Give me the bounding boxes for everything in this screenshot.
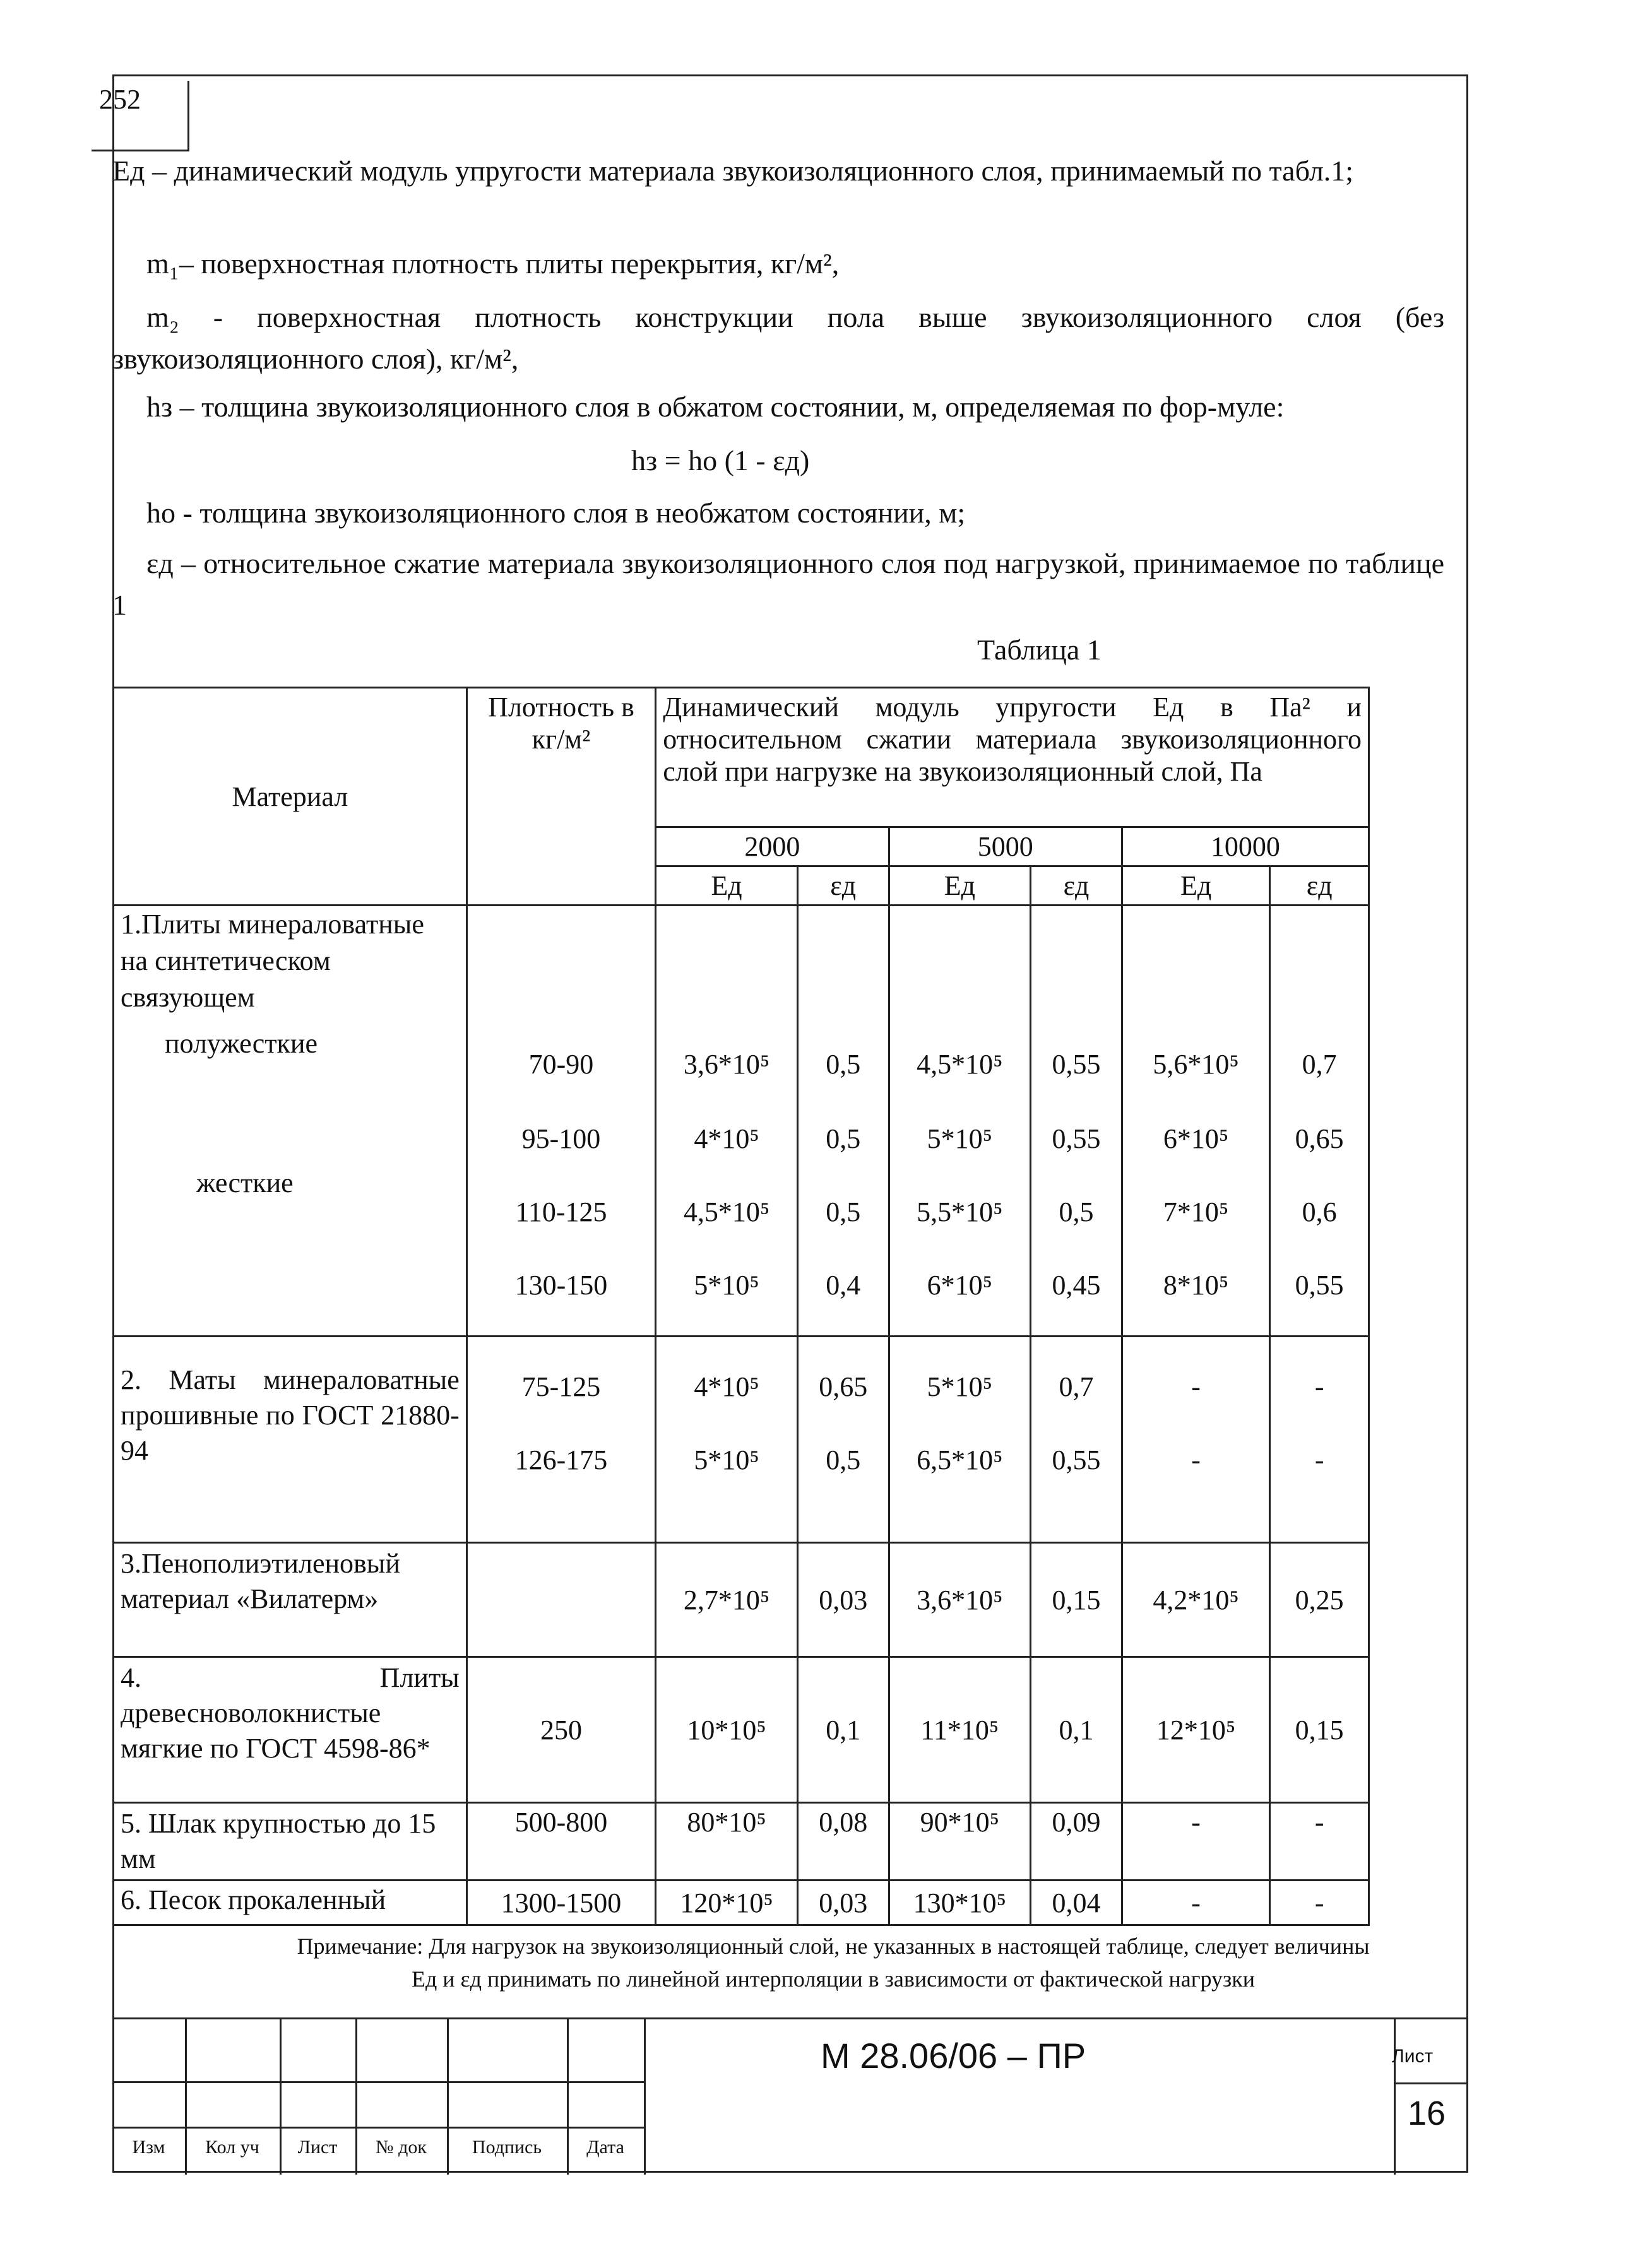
cell: 130*10⁵ xyxy=(889,1881,1031,1925)
header-load-10000: 10000 xyxy=(1122,827,1369,866)
cell: 0,55 xyxy=(1052,1048,1101,1080)
cell: 11*10⁵ xyxy=(889,1657,1031,1803)
definition-h3: hз – толщина звукоизоляционного слоя в обжатом состоянии, м, определяемая по фор-муле: xyxy=(146,391,1285,423)
header-e: Ед xyxy=(889,866,1031,906)
cell: 0,65 xyxy=(819,1371,868,1402)
cell: 0,55 xyxy=(1052,1444,1101,1475)
stamp-label: Дата xyxy=(586,2137,624,2158)
cell: 250 xyxy=(466,1657,655,1803)
cell: 0,45 xyxy=(1052,1269,1101,1301)
stamp-label: Подпись xyxy=(472,2137,542,2158)
cell: 4*10⁵ xyxy=(694,1123,759,1154)
header-dynamic: Динамический модуль упругости Ед в Па² и относительном сжатии материала звукоизоляционного слой при нагрузке на звукоизоляционный слой, Па xyxy=(656,688,1369,827)
group4-title: 4. Плиты древесноволокнистые мягкие по ГОСТ 4598-86* xyxy=(114,1657,467,1803)
cell: - xyxy=(1270,1881,1369,1925)
cell: - xyxy=(1191,1371,1201,1402)
cell: 0,5 xyxy=(826,1196,861,1227)
cell: 0,5 xyxy=(826,1123,861,1154)
cell: 0,03 xyxy=(797,1881,889,1925)
cell: - xyxy=(1122,1881,1269,1925)
cell: - xyxy=(1270,1803,1369,1881)
group1-sub1: полужесткие xyxy=(165,1028,318,1059)
note-line-2: Ед и εд принимать по линейной интерполяции в зависимости от фактической нагрузки xyxy=(411,1966,1256,1992)
cell: 75-125 xyxy=(521,1371,601,1402)
definition-h0: hо - толщина звукоизоляционного слоя в необжатом состоянии, м; xyxy=(146,497,966,529)
cell: 80*10⁵ xyxy=(656,1803,798,1881)
group2-title: 2. Маты минераловатные прошивные по ГОСТ 21880-94 xyxy=(114,1337,467,1543)
properties-table xyxy=(112,687,1370,1926)
cell: 0,7 xyxy=(1302,1048,1337,1080)
definition-m2: m₂ - поверхностная плотность конструкции пола выше звукоизоляционного слоя (без звукоизоляционного слоя), кг/м², xyxy=(112,301,1444,375)
group1-sub2: жесткие xyxy=(196,1167,294,1198)
cell: 90*10⁵ xyxy=(889,1803,1031,1881)
stamp-label: Кол уч xyxy=(205,2137,259,2158)
table-row xyxy=(114,1337,1369,1543)
definition-ed: Eд – динамический модуль упругости материала звукоизоляционного слоя, принимаемый по табл.1; xyxy=(112,155,1354,187)
cell: 0,4 xyxy=(826,1269,861,1301)
table-row xyxy=(114,1543,1369,1657)
cell: 5*10⁵ xyxy=(927,1123,993,1154)
cell: 0,55 xyxy=(1052,1123,1101,1154)
cell: 0,65 xyxy=(1295,1123,1344,1154)
cell: 0,09 xyxy=(1031,1803,1122,1881)
cell: - xyxy=(1314,1444,1324,1475)
cell: 0,08 xyxy=(797,1803,889,1881)
cell: 5,5*10⁵ xyxy=(917,1196,1003,1227)
header-load-5000: 5000 xyxy=(889,827,1122,866)
cell: 110-125 xyxy=(515,1196,607,1227)
cell: 6*10⁵ xyxy=(1163,1123,1229,1154)
cell: 4,5*10⁵ xyxy=(917,1048,1003,1080)
cell: 3,6*10⁵ xyxy=(889,1543,1031,1657)
header-load-2000: 2000 xyxy=(656,827,889,866)
cell: 0,04 xyxy=(1031,1881,1122,1925)
cell: 4,2*10⁵ xyxy=(1122,1543,1269,1657)
cell: 10*10⁵ xyxy=(656,1657,798,1803)
cell: 6,5*10⁵ xyxy=(917,1444,1003,1475)
cell: - xyxy=(1122,1803,1269,1881)
cell: 0,5 xyxy=(826,1048,861,1080)
cell: 3,6*10⁵ xyxy=(683,1048,770,1080)
cell: 0,1 xyxy=(1031,1657,1122,1803)
group6-title: 6. Песок прокаленный xyxy=(114,1881,467,1925)
cell: 2,7*10⁵ xyxy=(656,1543,798,1657)
stamp-label: Лист xyxy=(297,2137,338,2158)
cell: 5,6*10⁵ xyxy=(1153,1048,1239,1080)
cell: 6*10⁵ xyxy=(927,1269,993,1301)
cell: 0,5 xyxy=(1059,1196,1094,1227)
cell: 70-90 xyxy=(528,1048,594,1080)
note-line-1: Примечание: Для нагрузок на звукоизоляционный слой, не указанных в настоящей таблице, следует величины xyxy=(297,1934,1370,1959)
table-row xyxy=(114,1881,1369,1925)
cell: 5*10⁵ xyxy=(927,1371,993,1402)
cell: 0,15 xyxy=(1031,1543,1122,1657)
cell: - xyxy=(1191,1444,1201,1475)
header-e: Ед xyxy=(656,866,798,906)
cell: 4*10⁵ xyxy=(694,1371,759,1402)
cell: 0,55 xyxy=(1295,1269,1344,1301)
document-code: М 28.06/06 – ПР xyxy=(821,2036,1086,2076)
header-density: Плотность в кг/м² xyxy=(466,688,655,906)
cell: 0,6 xyxy=(1302,1196,1337,1227)
cell: 120*10⁵ xyxy=(656,1881,798,1925)
stamp-label: № док xyxy=(376,2137,427,2158)
header-material: Материал xyxy=(114,688,467,906)
cell: 0,5 xyxy=(826,1444,861,1475)
formula: hз = hо (1 - εд) xyxy=(631,444,810,476)
sheet-number: 16 xyxy=(1408,2094,1446,2132)
cell xyxy=(466,1543,655,1657)
cell: 126-175 xyxy=(514,1444,608,1475)
cell: 8*10⁵ xyxy=(1163,1269,1229,1301)
definition-m1: m₁– поверхностная плотность плиты перекрытия, кг/м², xyxy=(146,247,840,280)
cell: 0,03 xyxy=(797,1543,889,1657)
page-number: 252 xyxy=(92,81,189,151)
cell: 12*10⁵ xyxy=(1122,1657,1269,1803)
cell: 0,7 xyxy=(1059,1371,1094,1402)
cell: 95-100 xyxy=(521,1123,601,1154)
cell: 5*10⁵ xyxy=(694,1269,759,1301)
group3-title: 3.Пенополиэтиленовый материал «Вилатерм» xyxy=(114,1543,467,1657)
sheet-label: Лист xyxy=(1392,2046,1434,2067)
header-eps: εд xyxy=(1270,866,1369,906)
cell: 0,25 xyxy=(1270,1543,1369,1657)
header-eps: εд xyxy=(797,866,889,906)
group5-title: 5. Шлак крупностью до 15 мм xyxy=(114,1803,467,1881)
cell: 0,15 xyxy=(1270,1657,1369,1803)
table-title: Таблица 1 xyxy=(977,634,1102,666)
group1-title: 1.Плиты минераловатные на синтетическом связующем xyxy=(121,909,424,1013)
title-block xyxy=(112,2017,1468,2173)
definition-eps: εд – относительное сжатие материала звукоизоляционного слоя под нагрузкой, принимаемое по таблице 1 xyxy=(112,547,1444,621)
table-note xyxy=(215,1930,1452,1995)
header-eps: εд xyxy=(1031,866,1122,906)
header-e: Ед xyxy=(1122,866,1269,906)
cell: 500-800 xyxy=(466,1803,655,1881)
cell: 130-150 xyxy=(514,1269,608,1301)
cell: 4,5*10⁵ xyxy=(683,1196,770,1227)
cell: 1300-1500 xyxy=(466,1881,655,1925)
cell: 5*10⁵ xyxy=(694,1444,759,1475)
cell: 0,1 xyxy=(797,1657,889,1803)
table-row xyxy=(114,1657,1369,1803)
stamp-label: Изм xyxy=(132,2137,165,2158)
table-row xyxy=(114,1803,1369,1881)
table-row xyxy=(114,906,1369,1337)
cell: 7*10⁵ xyxy=(1163,1196,1229,1227)
cell: - xyxy=(1314,1371,1324,1402)
